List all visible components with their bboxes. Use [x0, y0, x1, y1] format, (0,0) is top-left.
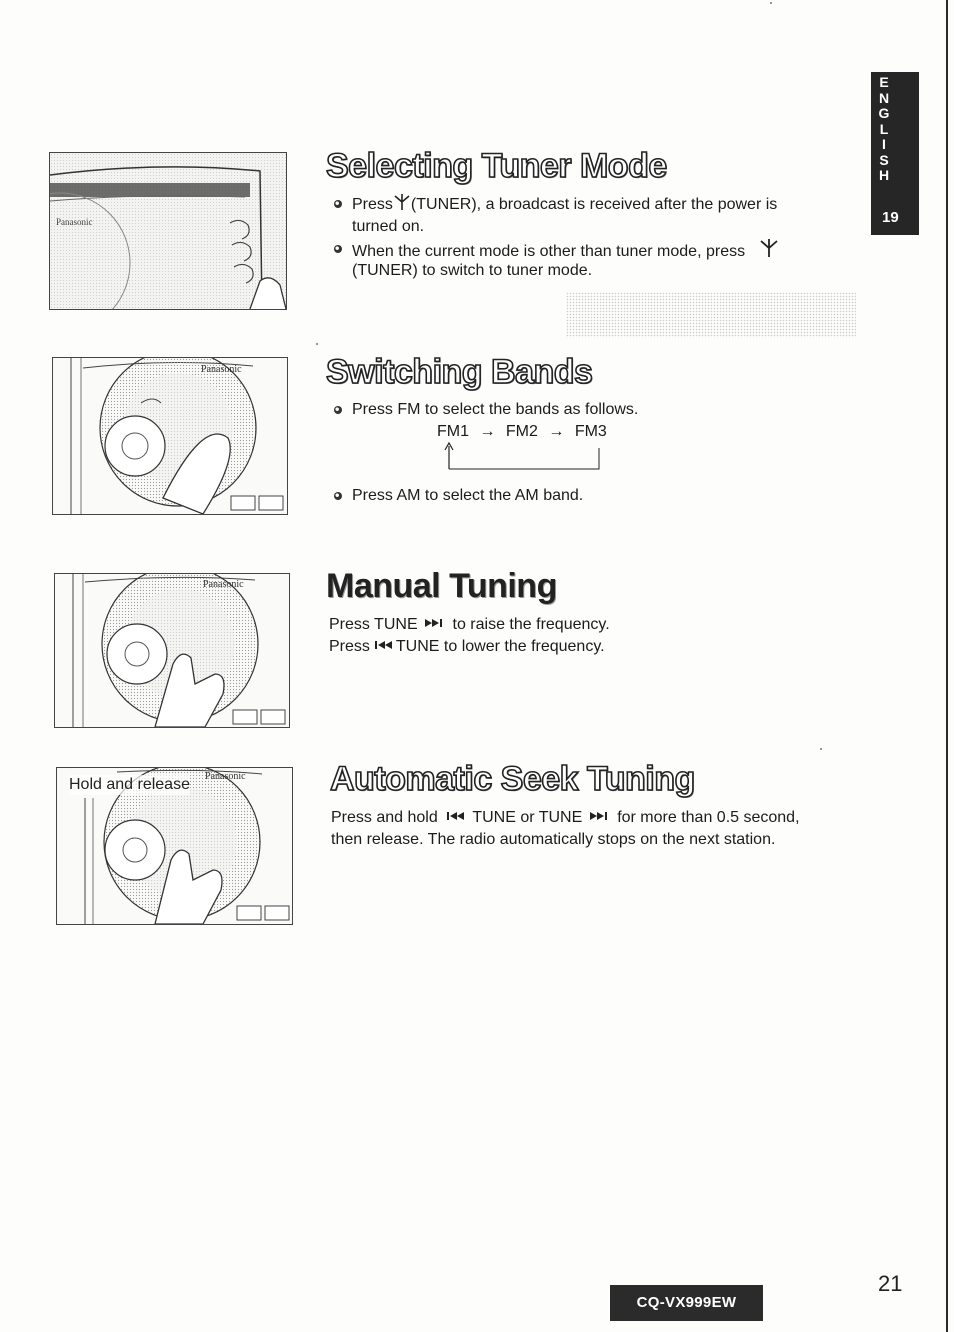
- skip-forward-icon: [589, 810, 611, 822]
- language-letter: I: [882, 136, 886, 152]
- auto-seek-photo: [56, 767, 293, 925]
- switching-bands-heading: Switching Bands: [326, 353, 593, 391]
- manual-tuning-heading: Manual Tuning: [326, 567, 557, 605]
- language-letter: E: [879, 74, 889, 90]
- model-badge: CQ-VX999EW: [610, 1285, 763, 1321]
- band-fm1: FM1: [437, 423, 469, 440]
- text-fragment: Press and hold: [331, 809, 438, 826]
- text-fragment: to raise the frequency.: [452, 616, 610, 633]
- language-letter: S: [879, 151, 889, 168]
- tuner-mode-bullet-1: [352, 193, 862, 216]
- skip-back-icon: [372, 639, 394, 651]
- control-panel-illustration: [53, 358, 287, 514]
- bullet-icon: [334, 245, 342, 253]
- arrow-icon: →: [548, 423, 565, 440]
- text-fragment: TUNE to lower the frequency.: [395, 638, 605, 655]
- manual-tuning-photo: [54, 573, 290, 728]
- text-fragment: Press: [352, 196, 393, 213]
- language-letter: N: [878, 89, 890, 106]
- photo-brand-label: Panasonic: [201, 364, 242, 375]
- switching-bands-photo: [52, 357, 288, 515]
- text-fragment: When the current mode is other than tuner mode, press: [352, 243, 746, 260]
- language-tab: [871, 72, 919, 235]
- tuner-mode-bullet-2-line2: (TUNER) to switch to tuner mode.: [352, 262, 593, 279]
- language-letter: H: [878, 167, 890, 183]
- arrow-icon: →: [479, 423, 496, 440]
- head-unit-illustration: [50, 153, 286, 309]
- bullet-icon: [334, 406, 342, 414]
- hold-and-release-label: Hold and release: [69, 776, 190, 793]
- antenna-icon: [393, 193, 411, 211]
- control-panel-illustration: [55, 574, 289, 727]
- band-fm3: FM3: [574, 423, 607, 440]
- language-letter: L: [879, 120, 889, 137]
- scan-speck: [820, 748, 822, 750]
- text-fragment: Press: [329, 638, 370, 655]
- switching-bands-bullet-2: Press AM to select the AM band.: [352, 487, 584, 504]
- page-number: 21: [878, 1271, 903, 1296]
- bullet-icon: [334, 492, 342, 500]
- section-number: 19: [882, 209, 899, 226]
- text-fragment: for more than 0.5 second,: [617, 809, 800, 826]
- language-tab-letters: [871, 75, 897, 184]
- photo-brand-label: Panasonic: [205, 771, 246, 782]
- bullet-icon: [334, 200, 342, 208]
- band-fm2: FM2: [505, 423, 538, 440]
- halftone-smudge: [566, 292, 856, 338]
- manual-tuning-line-2: [329, 636, 605, 658]
- band-loop-arrow: [443, 440, 613, 472]
- tuner-mode-heading: Selecting Tuner Mode: [326, 147, 667, 185]
- scan-speck: [770, 2, 772, 4]
- auto-seek-line-2: then release. The radio automatically stops on the next station.: [331, 831, 776, 848]
- tuner-mode-bullet-1-line2: turned on.: [352, 218, 425, 235]
- text-fragment: Press TUNE: [329, 616, 418, 633]
- skip-back-icon: [444, 810, 466, 822]
- band-sequence: [437, 422, 607, 442]
- antenna-icon: [758, 238, 780, 258]
- photo-brand-label: Panasonic: [56, 217, 93, 227]
- page-edge-border: [946, 0, 948, 1332]
- photo-brand-label: Panasonic: [203, 579, 244, 590]
- text-fragment: TUNE or TUNE: [472, 809, 583, 826]
- switching-bands-bullet-1: Press FM to select the bands as follows.: [352, 401, 639, 418]
- tuner-mode-photo: [49, 152, 287, 310]
- skip-forward-icon: [424, 617, 446, 629]
- manual-tuning-line-1: [329, 614, 610, 636]
- auto-seek-heading: Automatic Seek Tuning: [330, 760, 695, 798]
- scan-speck: [316, 343, 318, 345]
- language-letter: G: [878, 105, 890, 121]
- auto-seek-line-1: [331, 807, 800, 829]
- text-fragment: (TUNER), a broadcast is received after the power is: [410, 196, 778, 213]
